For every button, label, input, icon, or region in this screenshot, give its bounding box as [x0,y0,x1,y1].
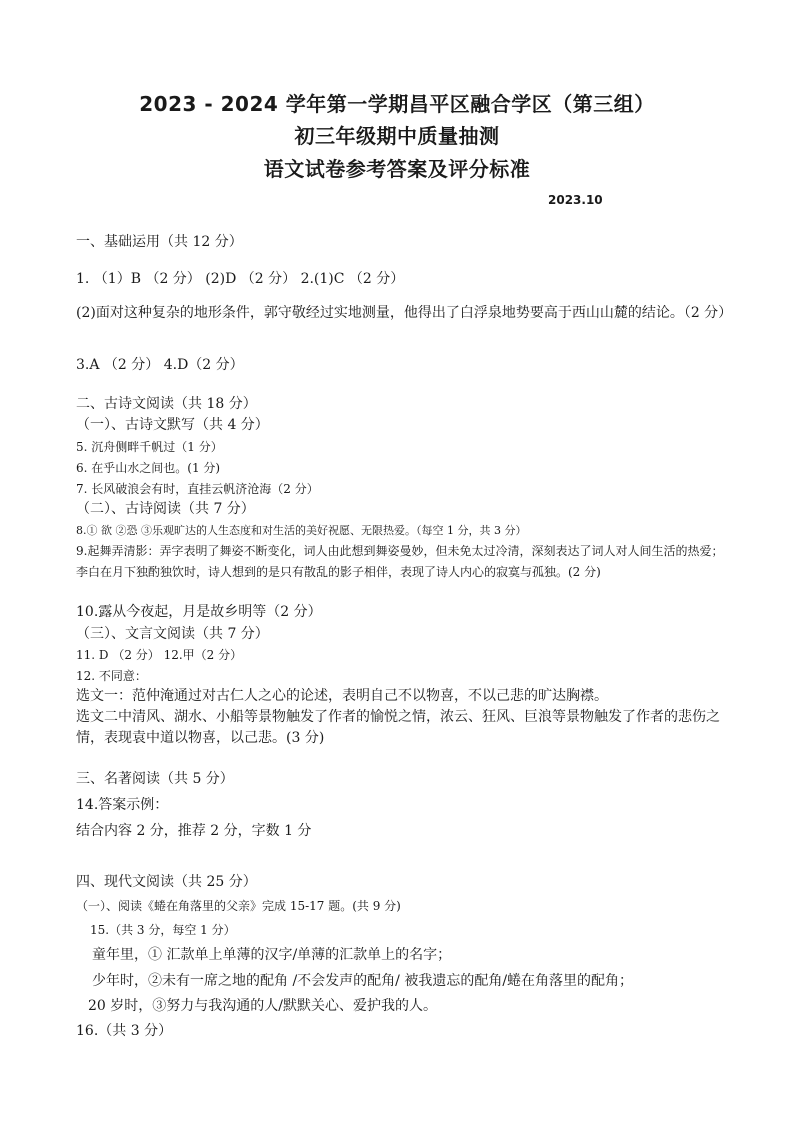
answer-q15-b: 少年时，②未有一席之地的配角 /不会发声的配角/ 被我遗忘的配角/蜷在角落里的配角； [92,973,634,989]
section2-heading: 二、古诗文阅读（共 18 分） [76,396,257,412]
answer-q8: 8.① 欲 ②恐 ③乐观旷达的人生态度和对生活的美好祝愿、无限热爱。（每空 1 分，共 3 分） [76,524,527,537]
answer-q1-q2: 1. （1）B （2 分） (2)D （2 分） 2.(1)C （2 分） [76,271,405,287]
answer-q7: 7. 长风破浪会有时，直挂云帆济沧海（2 分） [76,482,319,496]
document-title-line3: 语文试卷参考答案及评分标准 [263,157,531,181]
answer-q12-head: 12. 不同意： [76,669,147,683]
answer-q9: 9.起舞弄清影：弄字表明了舞姿不断变化，词人由此想到舞姿曼妙，但未免太过冷清，深刻表达了词人对人间生活的热爱；李白在月下独酌独饮时，诗人想到的是只有散乱的影子相伴，表现了诗人内心的寂寞与孤独。(2 分) [76,544,724,579]
answer-q3-q4: 3.A （2 分） 4.D（2 分） [76,357,244,373]
section3-heading: 三、名著阅读（共 5 分） [76,771,234,787]
answer-q11-q12: 11. D （2 分） 12.甲（2 分） [76,648,243,662]
section2-sub1: （一）、古诗文默写（共 4 分） [76,417,269,433]
answer-q2-part2: (2)面对这种复杂的地形条件，郭守敬经过实地测量，他得出了白浮泉地势要高于西山山麓的结论。（2 分） [76,305,733,321]
document-date: 2023.10 [548,193,603,207]
answer-q5: 5. 沉舟侧畔千帆过（1 分） [76,440,223,454]
answer-q15-a: 童年里，① 汇款单上单薄的汉字/单薄的汇款单上的名字； [92,947,452,963]
answer-q14-detail: 结合内容 2 分，推荐 2 分，字数 1 分 [76,823,312,839]
section1-heading: 一、基础运用（共 12 分） [76,234,243,250]
answer-q14: 14.答案示例： [76,797,169,813]
section4-sub1: （一）、阅读《蜷在角落里的父亲》完成 15-17 题。(共 9 分) [76,899,401,913]
answer-q16: 16.（共 3 分） [76,1023,173,1039]
section2-sub2: （二）、古诗阅读（共 7 分） [76,501,255,517]
document-title-line1: 2023 - 2024 学年第一学期昌平区融合学区（第三组） [139,92,655,116]
section2-sub3: （三）、文言文阅读（共 7 分） [76,626,269,642]
document-title-line2: 初三年级期中质量抽测 [294,124,500,148]
answer-q15: 15.（共 3 分，每空 1 分） [90,923,236,937]
answer-q15-c: 20 岁时，③努力与我沟通的人/默默关心、爱护我的人。 [88,998,437,1014]
answer-q10: 10.露从今夜起，月是故乡明等（2 分） [76,604,322,620]
section4-heading: 四、现代文阅读（共 25 分） [76,874,257,890]
answer-q12-text2: 选文二中清风、湖水、小船等景物触发了作者的愉悦之情，浓云、狂风、巨浪等景物触发了作者的悲伤之情，表现袁中道以物喜，以己悲。(3 分) [76,709,720,746]
answer-q12-text1: 选文一：范仲淹通过对古仁人之心的论述，表明自己不以物喜，不以己悲的旷达胸襟。 [76,688,608,704]
answer-q6: 6. 在乎山水之间也。(1 分) [76,461,221,475]
